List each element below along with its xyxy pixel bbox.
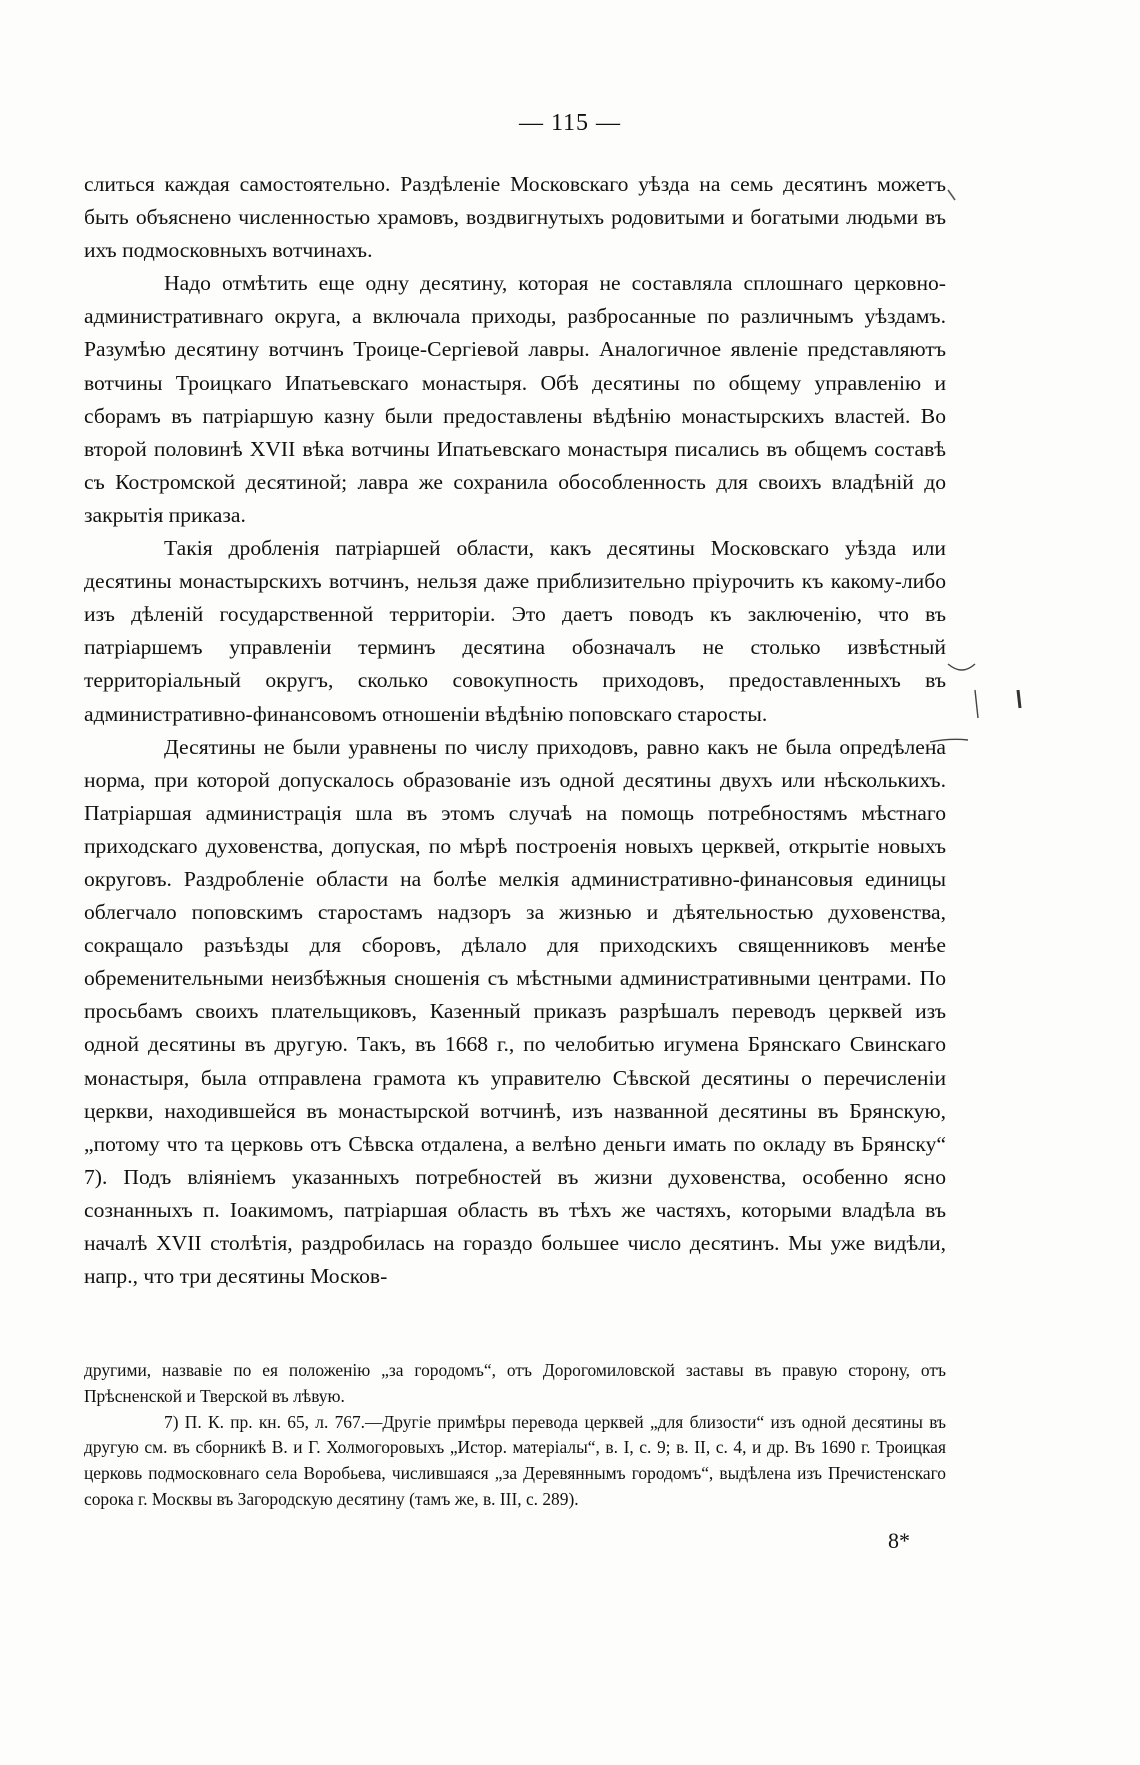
paragraph: Такія дробленія патріаршей области, какъ десятины Московскаго уѣзда или десятины монастырскихъ вотчинъ, нельзя даже приблизительно пріурочить къ какому-либо изъ дѣленій государственной территоріи. Это даетъ поводъ къ заключенію, что въ патріаршемъ управленіи терминъ десятина обозначалъ не столько извѣстный территоріальный округъ, сколько совокупность приходовъ, предоставленныхъ въ административно-финансовомъ отношеніи вѣдѣнію поповскаго старосты. — [84, 536, 946, 726]
footnote: 7) П. К. пр. кн. 65, л. 767.—Другіе примѣры перевода церквей „для близости“ изъ одной десятины въ другую см. въ сборникѣ В. и Г. Холмогоровыхъ „Истор. матеріалы“, в. I, с. 9; в. II, с. 4, и др. Въ 1690 г. Троицкая церковь подмосковнаго села Воробьева, числившаяся „за Деревяннымъ городомъ“, выдѣлена изъ Пречистенскаго сорока г. Москвы въ Загородскую десятину (тамъ же, в. III, с. 289). — [84, 1411, 946, 1509]
footnote: другими, назвавіе по ея положенію „за городомъ“, отъ Дорогомиловской заставы въ правую сторону, отъ Прѣсненской и Тверской въ лѣвую. — [84, 1360, 946, 1406]
footnotes — [84, 1358, 946, 1513]
margin-pen-stroke — [948, 664, 975, 670]
paragraph: Надо отмѣтить еще одну десятину, которая не составляла сплошнаго церковно-административнаго округа, а включала приходы, разбросанные по различнымъ уѣздамъ. Разумѣю десятину вотчинъ Троице-Сергіевой лавры. Аналогичное явленіе представляютъ вотчины Троицкаго Ипатьевскаго монастыря. Обѣ десятины по общему управленію и сборамъ въ патріаршую казну были предоставлены вѣдѣнію монастырскихъ властей. Во второй половинѣ XVII вѣка вотчины Ипатьевскаго монастыря писались въ общемъ составѣ съ Костромской десятиной; лавра же сохранила обособленность для своихъ владѣній до закрытія приказа. — [84, 271, 946, 527]
margin-pen-stroke — [1018, 690, 1020, 708]
paragraph: слиться каждая самостоятельно. Раздѣленіе Московскаго уѣзда на семь десятинъ можетъ быть объяснено численностью храмовъ, воздвигнутыхъ родовитыми и богатыми людьми въ ихъ подмосковныхъ вотчинахъ. — [84, 172, 946, 263]
main-text — [84, 168, 946, 1293]
paragraph: Десятины не были уравнены по числу приходовъ, равно какъ не была опредѣлена норма, при которой допускалось образованіе изъ одной десятины двухъ или нѣсколькихъ. Патріаршая администрація шла въ этомъ случаѣ на помощь потребностямъ мѣстнаго приходскаго духовенства, допуская, по мѣрѣ построенія новыхъ церквей, открытіе новыхъ округовъ. Раздробленіе области на болѣе мелкія административно-финансовыя единицы облегчало поповскимъ старостамъ надзоръ за жизнью и дѣятельностью духовенства, сокращало разъѣзды для сборовъ, дѣлало для приходскихъ священниковъ менѣе обременительными неизбѣжныя сношенія съ мѣстными административными центрами. По просьбамъ своихъ плательщиковъ, Казенный приказъ разрѣшалъ переводъ церквей изъ одной десятины въ другую. Такъ, въ 1668 г., по челобитью игумена Брянскаго Свинскаго монастыря, была отправлена грамота къ управителю Сѣвской десятины о перечисленіи церкви, находившейся въ монастырской вотчинѣ, изъ названной десятины въ Брянскую, „потому что та церковь отъ Сѣвска отдалена, а велѣно деньги имать по окладу въ Брянску“ 7). Подъ вліяніемъ указанныхъ потребностей въ жизни духовенства, особенно ясно сознанныхъ п. Іоакимомъ, патріаршая область въ тѣхъ же частяхъ, которыми владѣла въ началѣ XVII столѣтія, раздробилась на гораздо большее число десятинъ. Мы уже видѣли, напр., что три десятины Москов- — [84, 734, 946, 1289]
page-number: — 115 — — [518, 110, 622, 136]
signature-mark: 8* — [888, 1528, 910, 1553]
margin-pen-stroke — [975, 690, 978, 718]
margin-pen-stroke — [948, 190, 955, 200]
